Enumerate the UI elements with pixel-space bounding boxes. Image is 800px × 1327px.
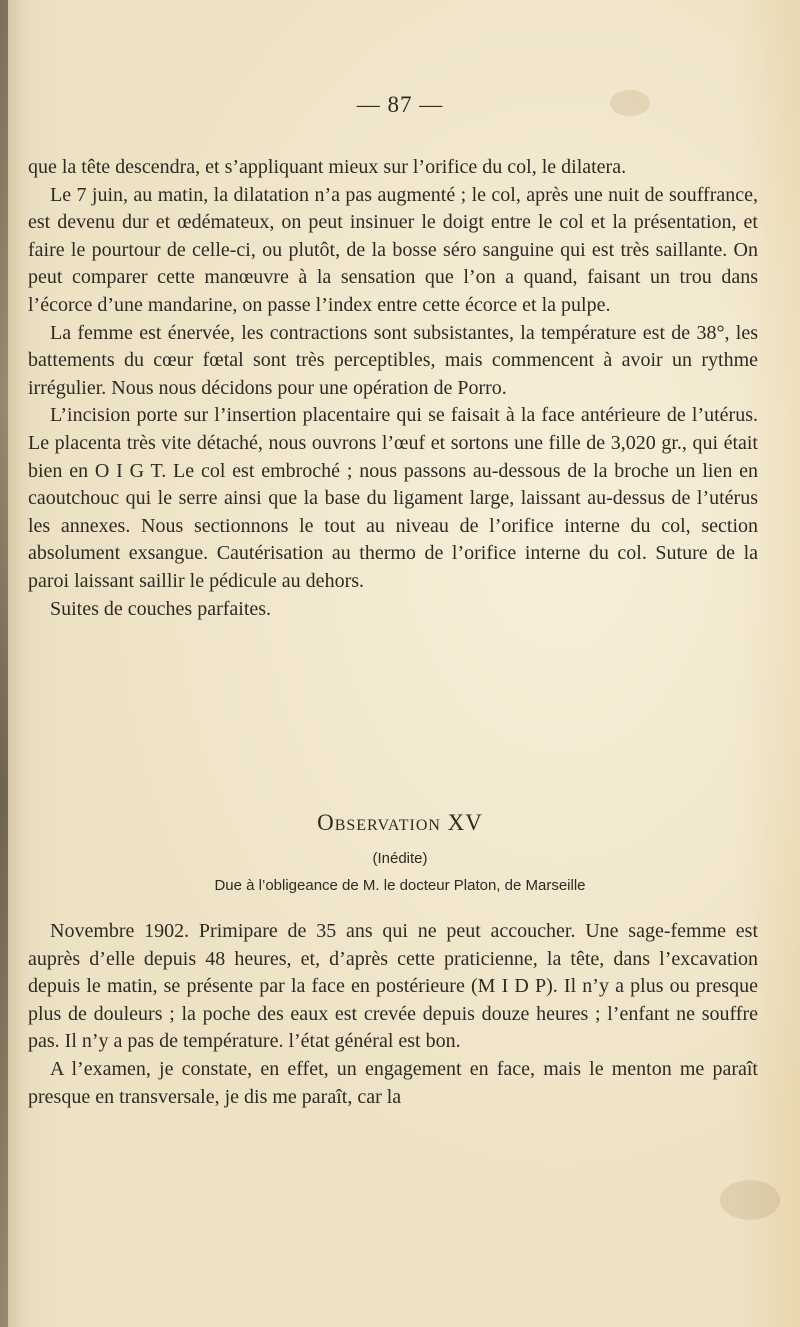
paragraph: Le 7 juin, au matin, la dilatation n’a pas augmenté ; le col, après une nuit de souffrance, est devenu dur et œdémateux, on peut insinuer le doigt entre le col et la présentation, et faire le pourtour de celle-ci, ou plutôt, de la bosse séro sanguine qui est très saillante. On peut comparer cette manœuvre à la sensation que l’on a quand, faisant un trou dans l’écorce d’une mandarine, on passe l’index entre cette écorce et la pulpe.: [28, 183, 758, 316]
observation-subtitle: (Inédite): [372, 850, 428, 867]
page-binding-edge: [0, 0, 8, 1327]
paragraph: L’incision porte sur l’insertion placentaire qui se faisait à la face antérieure de l’utérus. Le placenta très vite détaché, nous ouvrons l’œuf et sortons une fille de 3,020 gr., qui était bien en O I G T. Le col est embroché ; nous passons au-dessous de la broche un lien en caoutchouc qui le serre ainsi que la base du ligament large, laissant au-dessus de l’utérus les annexes. Nous sectionnons le tout au niveau de l’orifice interne du col, section absolument exsangue. Cautérisation au thermo de l’orifice interne du col. Suture de la paroi laissant saillir le pédicule au dehors.: [28, 404, 758, 592]
section-one-text: [28, 154, 758, 623]
page-number: — 87 —: [356, 92, 444, 117]
observation-title: Observation XV: [317, 810, 483, 835]
paragraph: La femme est énervée, les contractions sont subsistantes, la température est de 38°, les battements du cœur fœtal sont très perceptibles, mais commencent à avoir un rythme irrégulier. Nous nous décidons pour une opération de Porro.: [28, 321, 758, 399]
observation-credit: Due à l’obligeance de M. le docteur Platon, de Marseille: [214, 877, 586, 894]
observation-text: [28, 918, 758, 1111]
paragraph: A l’examen, je constate, en effet, un engagement en face, mais le menton me paraît presque en transversale, je dis me paraît, car la: [28, 1057, 758, 1108]
paragraph: Novembre 1902. Primipare de 35 ans qui ne peut accoucher. Une sage-femme est auprès d’elle depuis 48 heures, et, d’après cette praticienne, la tête, dans l’excavation depuis le matin, se présente par la face en postérieure (M I D P). Il n’y a plus ou presque plus de douleurs ; la poche des eaux est crevée depuis douze heures ; l’enfant ne souffre pas. Il n’y a pas de température. l’état général est bon.: [28, 920, 758, 1053]
paper-stain: [720, 1180, 780, 1220]
paragraph: que la tête descendra, et s’appliquant mieux sur l’orifice du col, le dilatera.: [28, 156, 627, 178]
paragraph: Suites de couches parfaites.: [50, 597, 272, 620]
